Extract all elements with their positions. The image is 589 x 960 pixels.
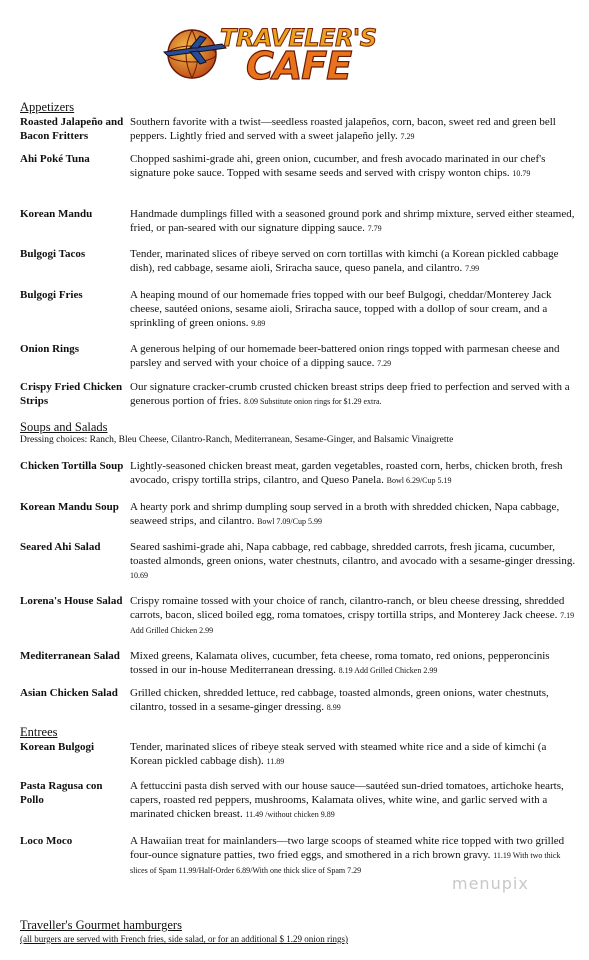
item-description: Grilled chicken, shredded lettuce, red cabbage, toasted almonds, green onions, water chestnuts, cilantro, tossed in a sesame-ginger dressing. 8.99: [130, 687, 549, 713]
item-description: A generous helping of our homemade beer-battered onion rings topped with parmesan cheese and parsley and served with your choice of a dipping sauce. 7.29: [130, 343, 560, 369]
item-description: A fettuccini pasta dish served with our house sauce—sautéed sun-dried tomatoes, artichoke hearts, capers, roasted red peppers, mushrooms, Kalamata olives, white wine, and garlic served with a marinated chicken breast. 11.49 /without chicken 9.89: [130, 780, 564, 820]
item-price: 10.79: [512, 169, 531, 178]
item-description: Southern favorite with a twist—seedless roasted jalapeños, corn, bacon, sweet red and green bell peppers. Lightly fried and served with a sweet jalapeño jelly. 7.29: [130, 116, 556, 142]
item-description: Crispy romaine tossed with your choice of ranch, cilantro-ranch, or bleu cheese dressing, shredded carrots, bacon, sliced boiled egg, roma tomatoes, crispy tortilla strips, and Monterey Jack cheese. 7.19 Add Grilled Chicken 2.99: [130, 595, 575, 635]
item-name: Korean Mandu: [20, 208, 93, 220]
hamburgers-heading: Traveller's Gourmet hamburgers: [20, 918, 182, 932]
item-name: Mediterranean Salad: [20, 650, 120, 662]
logo-word-cafe: CAFE: [246, 44, 352, 88]
item-price: 7.29: [400, 132, 415, 141]
item-description: A Hawaiian treat for mainlanders—two large scoops of steamed white rice topped with two grilled four-ounce signature patties, two fried eggs, and smothered in a rich brown gravy. 11.19 With two thick slices of Spam 11.99/Half-Order 6.89/With one thick slice of Spam 7.29: [130, 835, 565, 875]
item-name: Ahi Poké Tuna: [20, 153, 90, 165]
item-price: 7.79: [367, 224, 382, 233]
item-description: Seared sashimi-grade ahi, Napa cabbage, red cabbage, shredded carrots, fresh jicama, cucumber, toasted almonds, green onions, water chestnuts, cilantro, and avocado with a sesame-ginger dressing. 10.69: [130, 541, 576, 580]
item-description: A hearty pork and shrimp dumpling soup served in a broth with shredded chicken, Napa cabbage, seaweed strips, and cilantro. Bowl 7.09/Cup 5.99: [130, 501, 560, 527]
dressing-choices: Dressing choices: Ranch, Bleu Cheese, Cilantro-Ranch, Mediterranean, Sesame-Ginger, and Balsamic Vinaigrette: [20, 435, 454, 445]
item-price: 8.99: [326, 703, 341, 712]
item-price: Bowl 6.29/Cup 5.19: [386, 476, 452, 485]
item-name: Lorena's House Salad: [20, 595, 123, 607]
item-description: Lightly-seasoned chicken breast meat, garden vegetables, roasted corn, herbs, chicken broth, fresh avocado, crispy tortilla strips, cilantro, and Queso Panela. Bowl 6.29/Cup 5.19: [130, 460, 563, 486]
item-description: Handmade dumplings filled with a seasoned ground pork and shrimp mixture, served either steamed, fried, or pan-seared with our signature dipping sauce. 7.79: [130, 208, 575, 234]
item-price: 7.99: [465, 264, 480, 273]
item-name: Crispy Fried Chicken Strips: [20, 381, 123, 407]
item-price: 11.89: [266, 757, 285, 766]
section-appetizers: Appetizers: [20, 100, 75, 114]
item-description: A heaping mound of our homemade fries topped with our beef Bulgogi, cheddar/Monterey Jack cheese, sautéed onions, sesame aioli, Sriracha sauce, topped with a dollop of sour cream, and a sprinkling of green onions. 9.89: [130, 289, 552, 329]
menupix-watermark: menupix: [452, 874, 529, 893]
logo-word-travelers: TRAVELER'S: [220, 24, 377, 52]
item-name: Chicken Tortilla Soup: [20, 460, 124, 472]
item-description: Our signature cracker-crumb crusted chicken breast strips deep fried to perfection and served with a generous portion of fries. 8.09 Substitute onion rings for $1.29 extra.: [130, 381, 570, 407]
item-description: Tender, marinated slices of ribeye served on corn tortillas with kimchi (a Korean pickled cabbage dish), red cabbage, sesame aioli, Sriracha sauce, queso panela, and cilantro. 7.99: [130, 248, 559, 274]
item-name: Roasted Jalapeño and Bacon Fritters: [20, 116, 124, 142]
item-price: Bowl 7.09/Cup 5.99: [257, 517, 322, 526]
item-price: 7.19 Add Grilled Chicken 2.99: [130, 611, 575, 635]
item-description: Mixed greens, Kalamata olives, cucumber, feta cheese, roma tomato, red onions, pepperoncinis tossed in our in-house Mediterranean dressing. 8.19 Add Grilled Chicken 2.99: [130, 650, 550, 676]
item-name: Pasta Ragusa con Pollo: [20, 780, 103, 806]
item-description: Tender, marinated slices of ribeye steak served with steamed white rice and a side of kimchi (a Korean pickled cabbage dish). 11.89: [130, 741, 547, 767]
item-description: Chopped sashimi-grade ahi, green onion, cucumber, and fresh avocado marinated in our chef's signature poke sauce. Topped with sesame seeds and served with crispy wonton chips. 10.79: [130, 153, 546, 179]
item-name: Bulgogi Fries: [20, 289, 83, 301]
item-name: Asian Chicken Salad: [20, 687, 118, 699]
hamburgers-note: (all burgers are served with French fries, side salad, or for an additional $ 1.29 onion rings): [20, 934, 348, 944]
item-name: Korean Mandu Soup: [20, 501, 119, 513]
item-name: Korean Bulgogi: [20, 741, 95, 753]
section-entrees: Entrees: [20, 725, 58, 739]
item-price: 9.89: [251, 319, 266, 328]
item-price: 11.49 /without chicken 9.89: [245, 810, 335, 819]
item-name: Loco Moco: [20, 835, 73, 847]
cafe-logo: [160, 16, 380, 88]
item-price: 10.69: [130, 571, 148, 580]
item-price: 7.29: [377, 359, 392, 368]
item-name: Seared Ahi Salad: [20, 541, 101, 553]
item-price: 8.19 Add Grilled Chicken 2.99: [338, 666, 438, 675]
item-name: Onion Rings: [20, 343, 79, 355]
section-soups-salads: Soups and Salads: [20, 420, 108, 434]
item-name: Bulgogi Tacos: [20, 248, 86, 260]
item-price: 8.09 Substitute onion rings for $1.29 extra.: [243, 397, 382, 406]
item-price: 11.19 With two thick slices of Spam 11.99/Half-Order 6.89/With one thick slice of Spam 7.29: [130, 851, 561, 875]
